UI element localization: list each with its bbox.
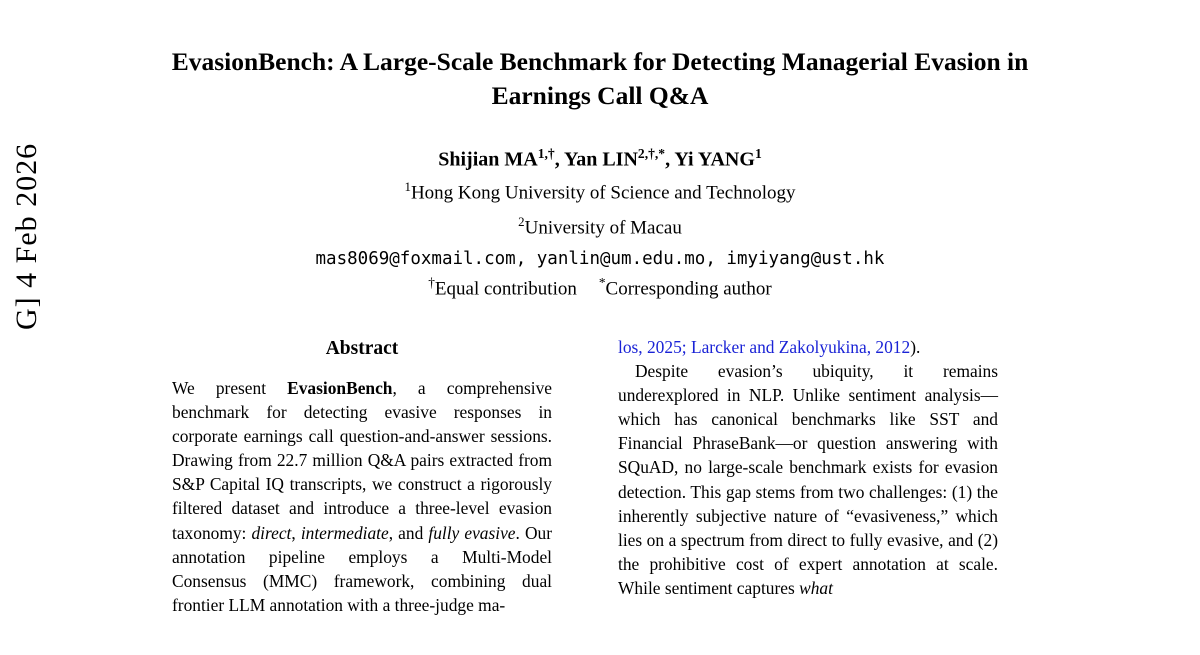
affiliation-2-name: University of Macau	[524, 217, 682, 239]
abstract-text-1: We present	[172, 378, 288, 398]
author-2: Yan LIN	[563, 148, 638, 171]
page-title: EvasionBench: A Large-Scale Benchmark for Detecting Managerial Evasion in Earnings Call Q&A	[171, 47, 1029, 110]
author-1: Shijian MA	[438, 148, 538, 171]
affiliation-1-name: Hong Kong University of Science and Technology	[410, 182, 796, 204]
taxonomy-level-2: intermediate	[300, 522, 389, 543]
abstract-paragraph	[172, 376, 552, 617]
citation-close: ).	[910, 337, 921, 357]
intro-text: Despite evasion’s ubiquity, it remains underexplored in NLP. Unlike sentiment analysis—which has canonical benchmarks like SST and Financial PhraseBank—or question answering with SQuAD, no large-scale benchmark exists for evasion detection. This gap stems from two challenges: (1) the inherently subjective nature of “evasiveness,” which lies on a spectrum from direct to fully evasive, and (2) the prohibitive cost of expert annotation at scale. While sentiment captures	[618, 361, 998, 598]
left-column	[172, 335, 552, 617]
right-column	[618, 335, 998, 600]
author-3-affil-marker: 1	[754, 146, 762, 162]
abstract-heading: Abstract	[325, 338, 399, 359]
author-1-affil-marker: 1,†	[537, 146, 555, 162]
affiliation-1-marker: 1	[404, 178, 411, 194]
equal-contribution-label: Equal contribution	[434, 278, 577, 300]
abstract-text-2: , a comprehensive benchmark for detecting evasive responses in corporate earnings call question-and-answer sessions. Drawing from 22.7 million Q&A pairs extracted from S&P Capital IQ transcripts, we construct a rigorously filtered dataset and introduce a three-level evasion taxonomy:	[172, 378, 552, 543]
intro-paragraph	[618, 359, 998, 600]
arxiv-stamp: G] 4 Feb 2026	[10, 142, 43, 330]
author-list: Shijian $MA^{1,\dagger}$, Yan $LIN^{2,\dagger,*}$, Yi YANG$^1$	[438, 146, 762, 171]
title-block	[170, 45, 1030, 300]
abstract-sep-2: , and	[388, 522, 429, 543]
taxonomy-level-1: direct	[251, 522, 292, 543]
abstract-sep-1: ,	[291, 522, 301, 543]
author-emails: mas8069@foxmail.com, yanlin@um.edu.mo, imyiyang@ust.hk	[315, 248, 885, 269]
affiliation-2-marker: 2	[518, 213, 525, 229]
benchmark-name: EvasionBench	[287, 378, 393, 398]
author-footnotes	[170, 275, 1030, 300]
corresponding-author-marker: *	[598, 274, 606, 290]
corresponding-author-label: Corresponding author	[605, 278, 772, 300]
intro-italic-what: what	[799, 577, 833, 598]
author-3: Yi YANG	[674, 148, 755, 171]
affiliation-2	[170, 213, 1030, 242]
citation-continuation	[618, 335, 998, 359]
body-columns	[0, 335, 1200, 655]
equal-contribution-marker: †	[428, 274, 435, 290]
abstract-text-3: . Our annotation pipeline employs a Multi-Model Consensus (MMC) framework, combining dual frontier LLM annotation with a three-judge ma-	[172, 522, 553, 615]
citation-link[interactable]: los, 2025; Larcker and Zakolyukina, 2012	[618, 337, 911, 357]
author-2-affil-marker: 2,†,*	[637, 146, 666, 162]
affiliation-1	[170, 178, 1030, 207]
taxonomy-level-3: fully evasive	[428, 522, 516, 543]
